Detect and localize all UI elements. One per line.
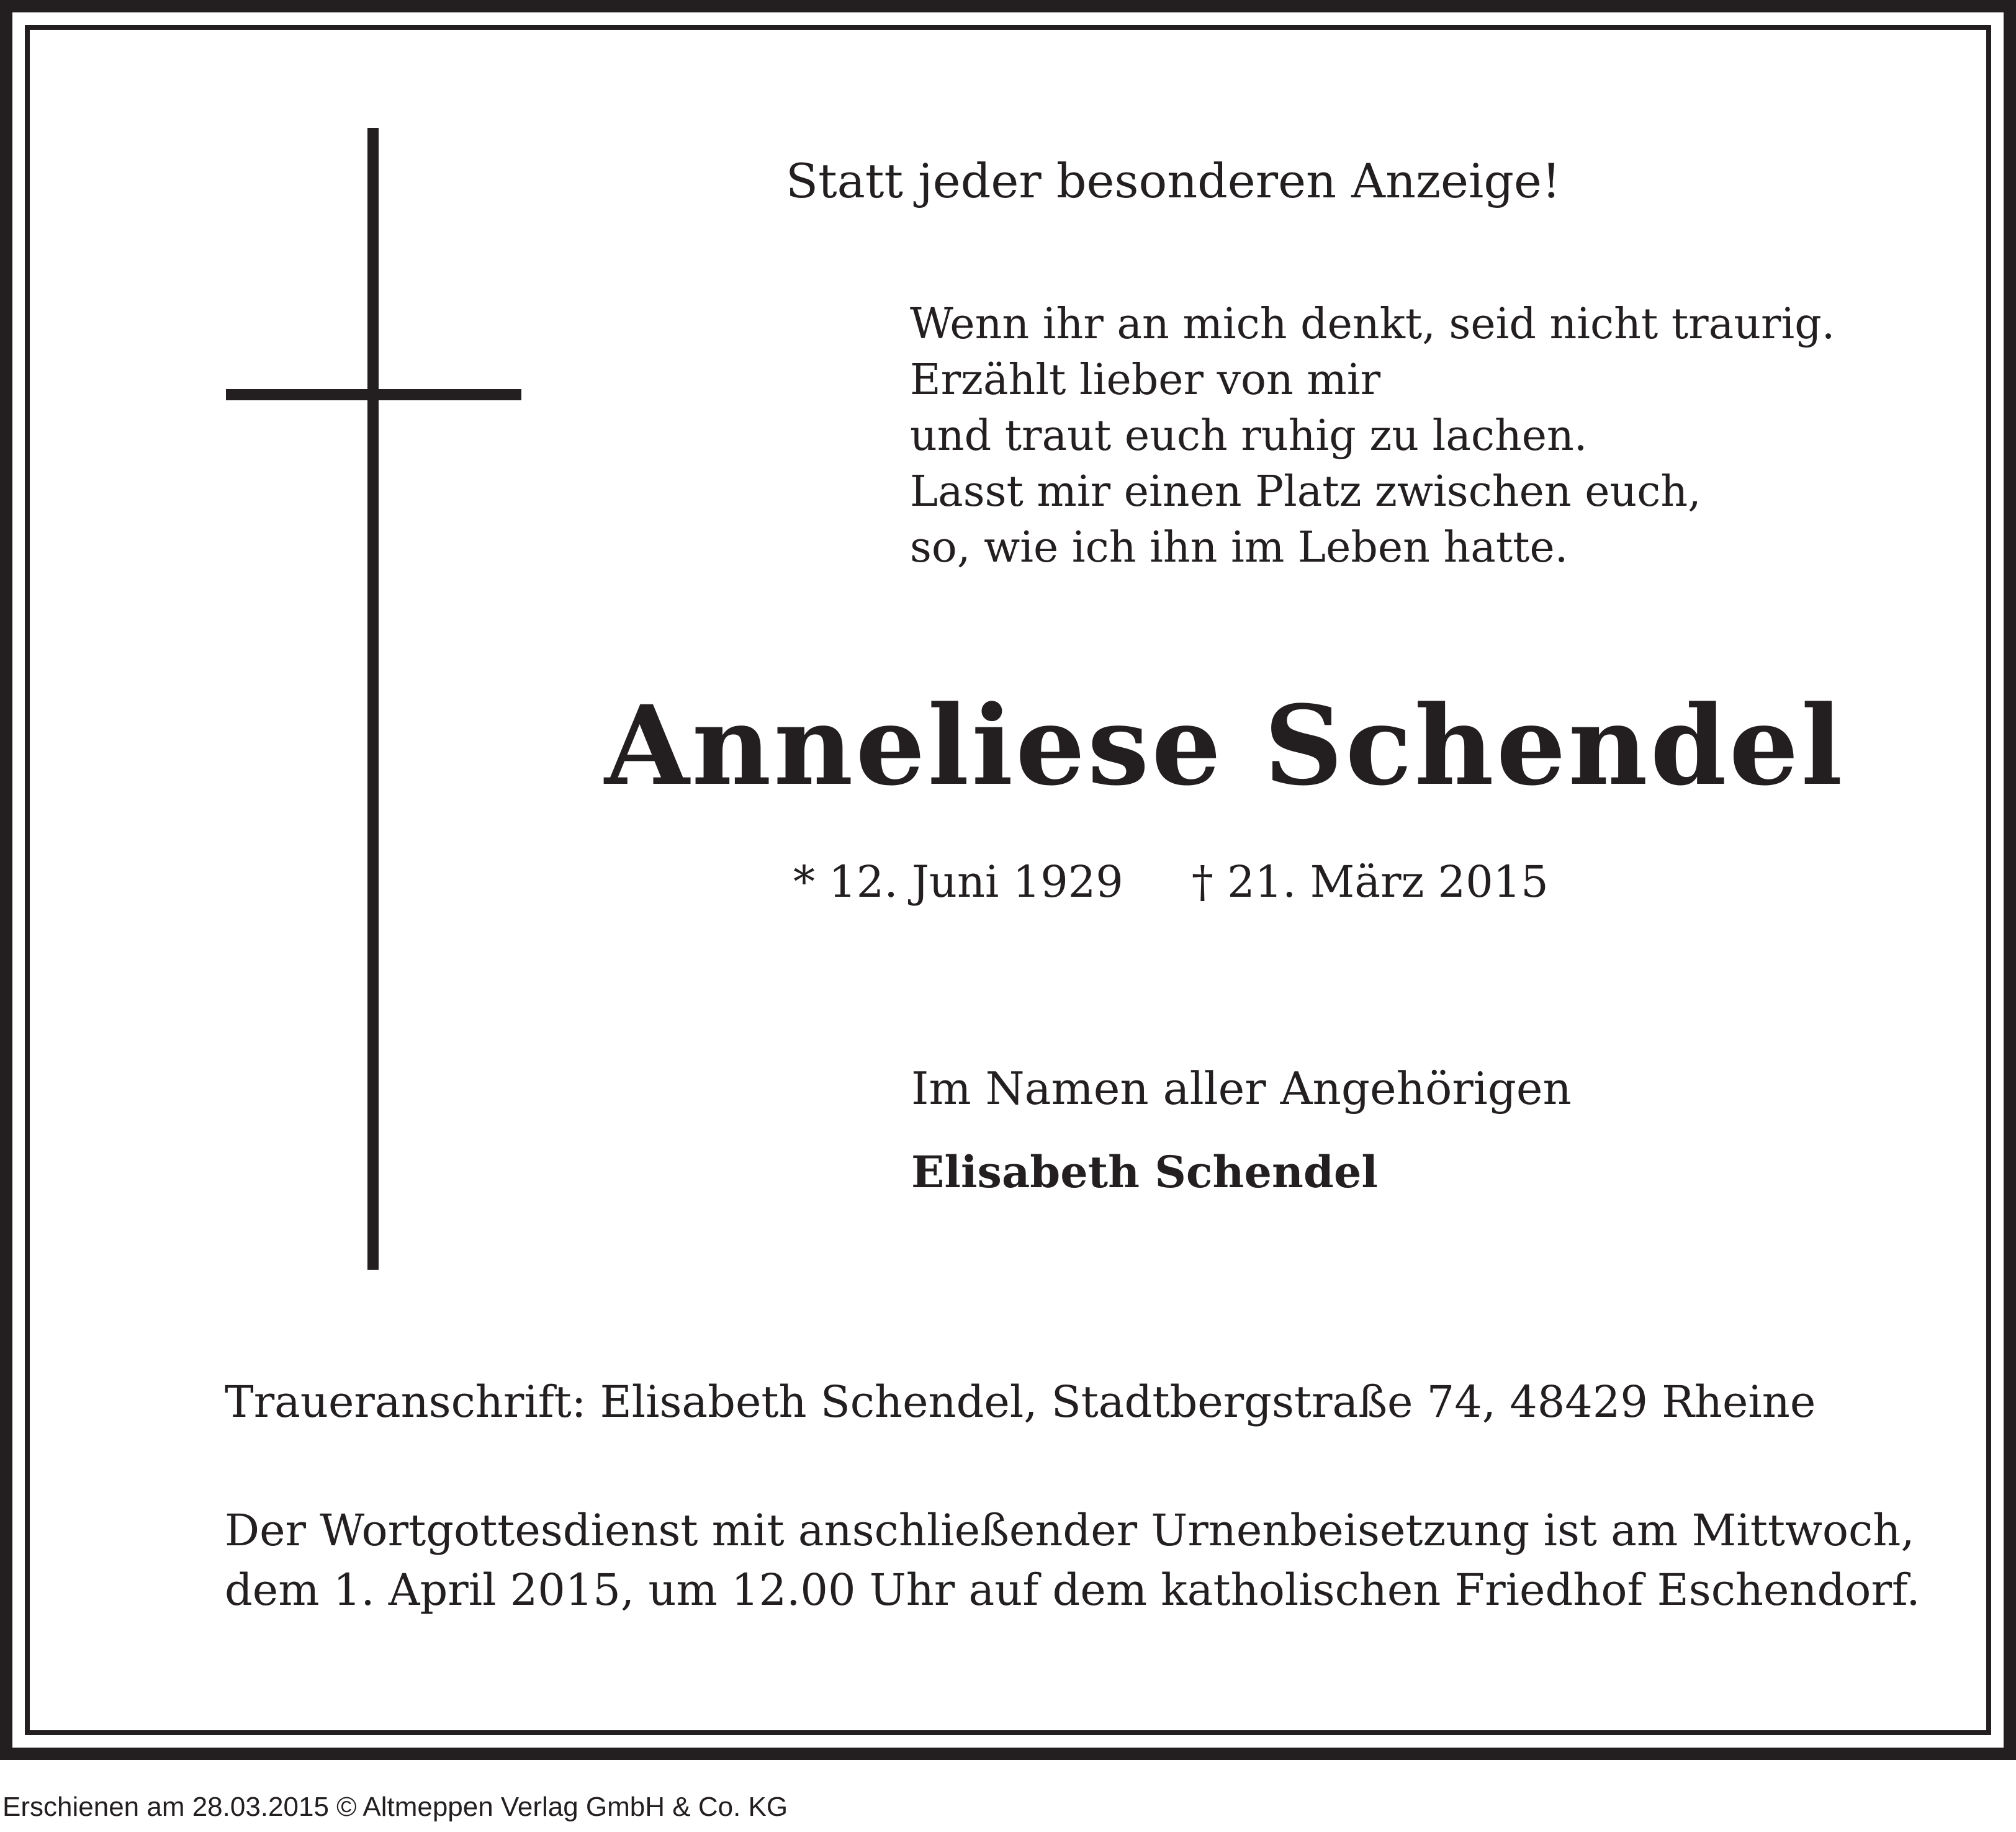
poem-line: so, wie ich ihn im Leben hatte. (910, 523, 1568, 572)
cross-horizontal-beam (226, 389, 521, 400)
poem-line: Lasst mir einen Platz zwischen euch, (910, 467, 1701, 516)
life-dates (793, 856, 1549, 907)
poem (910, 297, 1835, 576)
poem-line: Wenn ihr an mich denkt, seid nicht traurig. (910, 300, 1835, 349)
mourning-address: Traueranschrift: Elisabeth Schendel, Stadtbergstraße 74, 48429 Rheine (225, 1376, 1816, 1427)
cross-vertical-beam (367, 128, 379, 1270)
notice-headline: Statt jeder besonderen Anzeige! (786, 153, 1561, 209)
deceased-name: Anneliese Schendel (605, 681, 1845, 810)
birth-date: * 12. Juni 1929 (793, 856, 1123, 907)
poem-line: und traut euch ruhig zu lachen. (910, 411, 1588, 460)
poem-line: Erzählt lieber von mir (910, 356, 1381, 405)
service-line: Der Wortgottesdienst mit anschließender Urnenbeisetzung ist am Mittwoch, (225, 1505, 1915, 1556)
publication-footer: Erschienen am 28.03.2015 © Altmeppen Verlag GmbH & Co. KG (2, 1792, 788, 1822)
service-line: dem 1. April 2015, um 12.00 Uhr auf dem katholischen Friedhof Eschendorf. (225, 1565, 1920, 1615)
service-information (225, 1501, 1920, 1620)
on-behalf-line: Im Namen aller Angehörigen (911, 1062, 1572, 1115)
signer-name: Elisabeth Schendel (911, 1146, 1378, 1198)
death-date: † 21. März 2015 (1191, 856, 1549, 907)
